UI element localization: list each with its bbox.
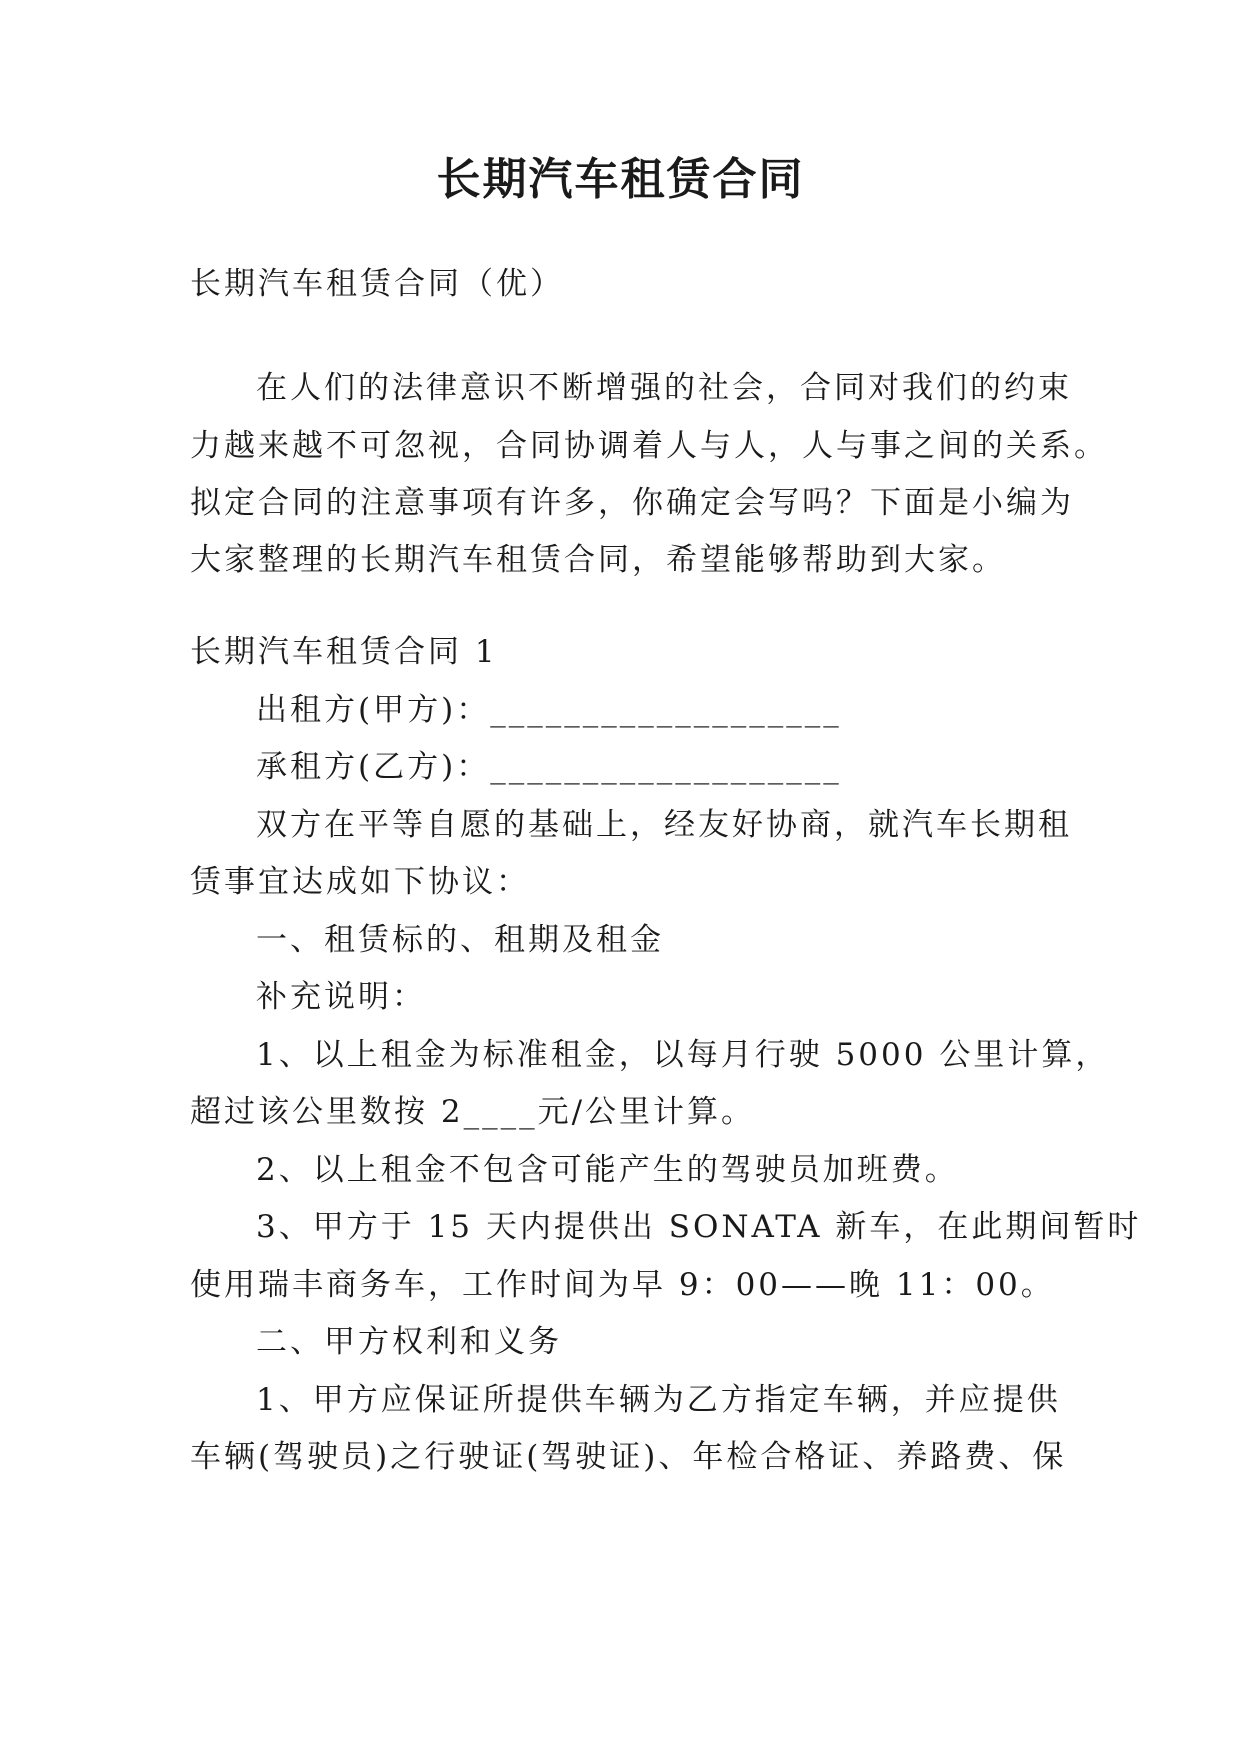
item-1-line-1: 1、以上租金为标准租金，以每月行驶 5000 公里计算， — [256, 1037, 1110, 1073]
supplement-label: 补充说明： — [256, 979, 426, 1015]
intro-line-4: 大家整理的长期汽车租赁合同，希望能够帮助到大家。 — [190, 542, 1006, 578]
intro-line-1: 在人们的法律意识不断增强的社会，合同对我们的约束 — [256, 370, 1072, 406]
agreement-line-1: 双方在平等自愿的基础上，经友好协商，就汽车长期租 — [256, 807, 1072, 843]
intro-line-3: 拟定合同的注意事项有许多，你确定会写吗？下面是小编为 — [190, 485, 1074, 521]
intro-line-2: 力越来越不可忽视，合同协调着人与人，人与事之间的关系。 — [190, 428, 1108, 464]
item-2-line: 2、以上租金不包含可能产生的驾驶员加班费。 — [256, 1152, 959, 1188]
document-title: 长期汽车租赁合同 — [436, 154, 805, 205]
section-2-heading: 二、甲方权利和义务 — [256, 1324, 562, 1360]
item-2-1-line-2: 车辆(驾驶员)之行驶证(驾驶证)、年检合格证、养路费、保 — [190, 1439, 1067, 1475]
party-b-line: 承租方(乙方)：___________________ — [256, 749, 842, 785]
agreement-line-2: 赁事宜达成如下协议： — [190, 864, 530, 900]
item-3-line-2: 使用瑞丰商务车，工作时间为早 9：00——晚 11：00。 — [190, 1267, 1055, 1303]
item-1-line-2: 超过该公里数按 2____元/公里计算。 — [190, 1094, 756, 1130]
item-3-line-1: 3、甲方于 15 天内提供出 SONATA 新车，在此期间暂时 — [256, 1209, 1142, 1245]
document-subtitle: 长期汽车租赁合同（优） — [190, 266, 564, 302]
party-a-line: 出租方(甲方)：___________________ — [256, 692, 842, 728]
section-1-heading: 一、租赁标的、租期及租金 — [256, 922, 664, 958]
item-2-1-line-1: 1、甲方应保证所提供车辆为乙方指定车辆，并应提供 — [256, 1382, 1061, 1418]
contract-heading: 长期汽车租赁合同 1 — [190, 634, 498, 670]
